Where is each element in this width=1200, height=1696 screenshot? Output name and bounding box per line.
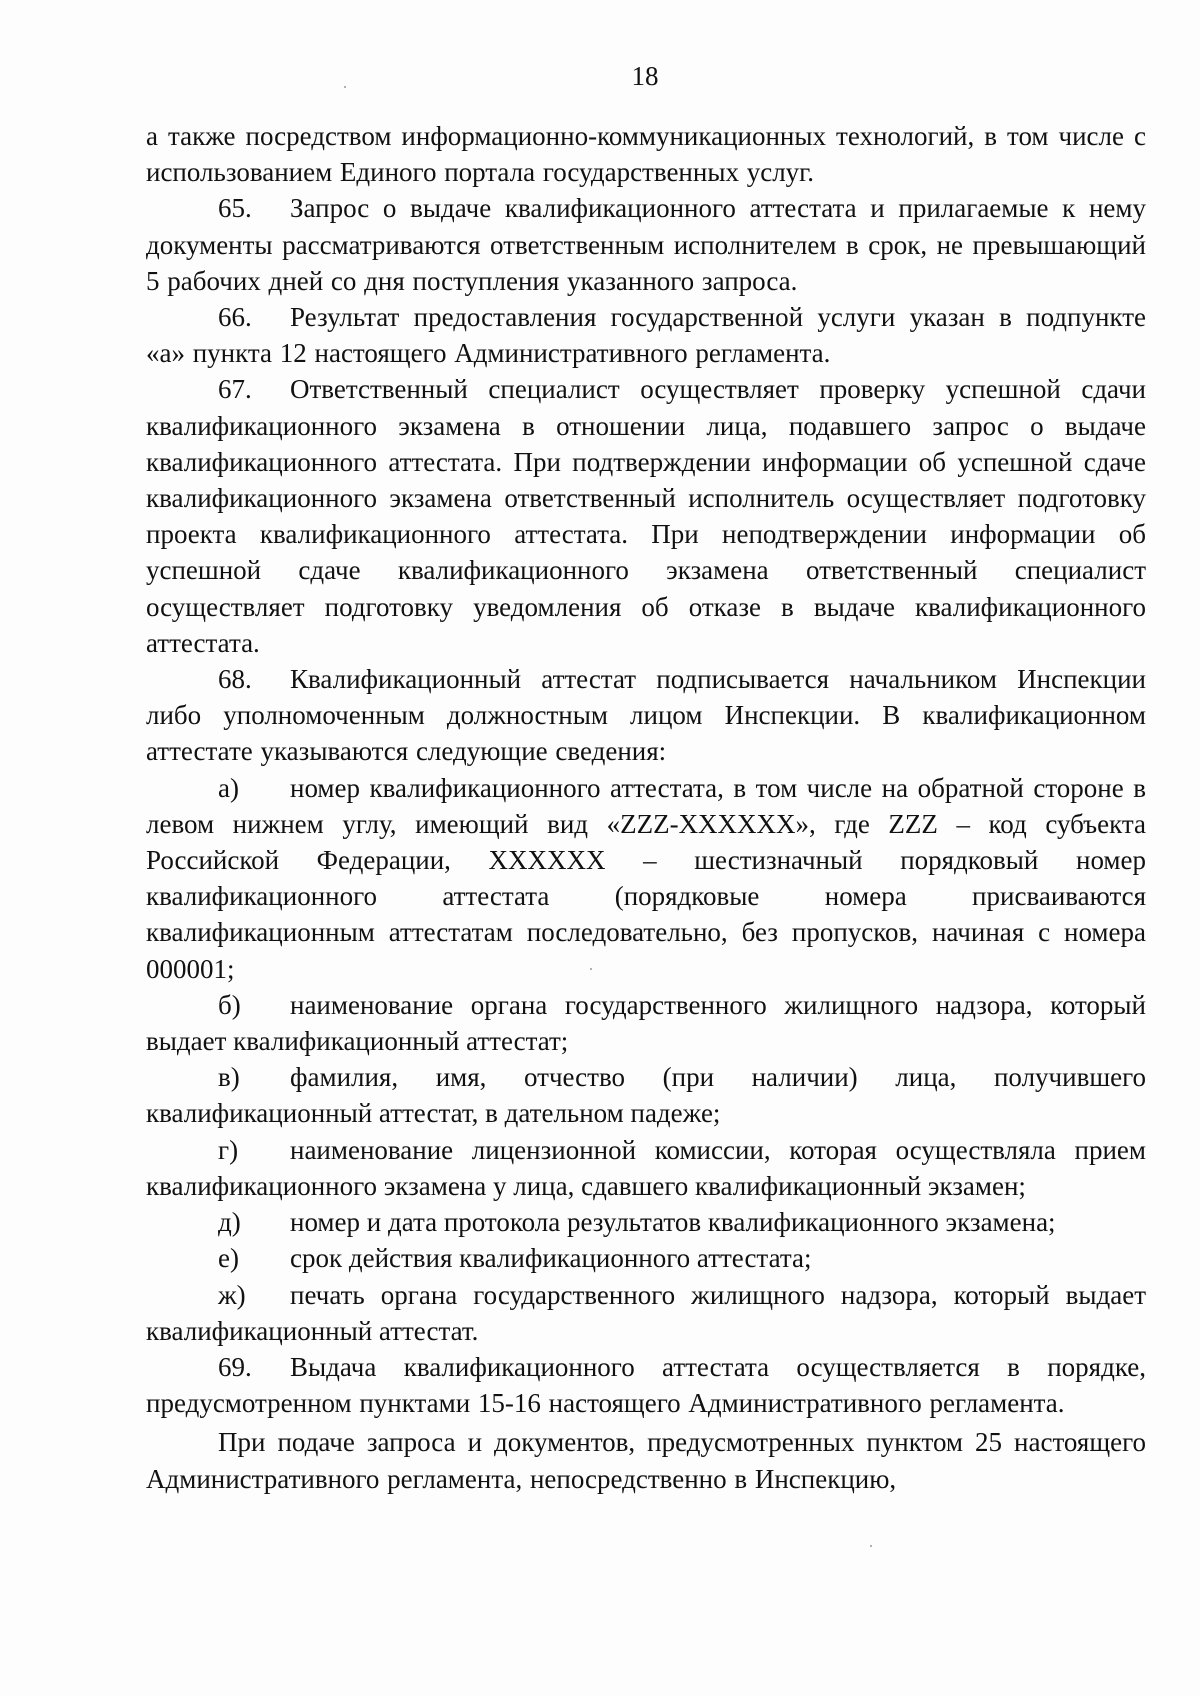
- paragraph-number: 65.: [218, 193, 252, 224]
- paragraph-67: [146, 371, 1146, 661]
- list-item-text: номер квалификационного аттестата, в том числе на обратной стороне в левом нижнем углу, имеющий вид «ZZZ-XXXXXX», где ZZZ – код субъекта Российской Федерации, XXXXXX – шестизначный порядковый номер квалификационного аттестата (порядковые номера присваиваются квалификационным аттестатам последовательно, без пропусков, начиная с номера 000001;: [146, 772, 1146, 984]
- paragraph-number: 66.: [218, 302, 252, 333]
- paragraph-text: При подаче запроса и документов, предусмотренных пунктом 25 настоящего Административного регламента, непосредственно в Инспекцию,: [146, 1427, 1146, 1494]
- list-item-g: [146, 1132, 1146, 1204]
- paragraph-66: [146, 299, 1146, 371]
- paragraph-text: Квалификационный аттестат подписывается начальником Инспекции либо уполномоченным должностным лицом Инспекции. В квалификационном аттестате указываются следующие сведения:: [146, 664, 1146, 767]
- paragraph-69: [146, 1349, 1146, 1421]
- list-item-text: наименование лицензионной комиссии, которая осуществляла прием квалификационного экзамена у лица, сдавшего квалификационный экзамен;: [146, 1134, 1146, 1201]
- paragraph-text: Результат предоставления государственной услуги указан в подпункте «а» пункта 12 настоящего Административного регламента.: [146, 302, 1146, 369]
- paragraph-text: а также посредством информационно-коммуникационных технологий, в том числе с использованием Единого портала государственных услуг.: [146, 121, 1146, 188]
- paragraph-text: Ответственный специалист осуществляет проверку успешной сдачи квалификационного экзамена в отношении лица, подавшего запрос о выдаче квалификационного аттестата. При подтверждении информации об успешной сдаче квалификационного экзамена ответственный исполнитель осуществляет подготовку проекта квалификационного аттестата. При неподтверждении информации об успешной сдаче квалификационного экзамена ответственный специалист осуществляет подготовку уведомления об отказе в выдаче квалификационного аттестата.: [146, 374, 1146, 658]
- list-item-text: номер и дата протокола результатов квалификационного экзамена;: [290, 1207, 1056, 1238]
- list-item-label: б): [218, 989, 241, 1020]
- paragraph-text: Запрос о выдаче квалификационного аттестата и прилагаемые к нему документы рассматриваются ответственным исполнителем в срок, не превышающий 5 рабочих дней со дня поступления указанного запроса.: [146, 193, 1146, 296]
- list-item-label: е): [218, 1243, 239, 1274]
- paragraph-number: 68.: [218, 664, 252, 695]
- list-item-text: фамилия, имя, отчество (при наличии) лица, получившего квалификационный аттестат, в дательном падеже;: [146, 1062, 1146, 1129]
- list-item-a: [146, 770, 1146, 987]
- paragraph-text: Выдача квалификационного аттестата осуществляется в порядке, предусмотренном пунктами 15-16 настоящего Административного регламента.: [146, 1351, 1146, 1419]
- document-body: [146, 118, 1146, 1497]
- paragraph-number: 67.: [218, 374, 252, 405]
- list-item-text: срок действия квалификационного аттестата;: [290, 1243, 812, 1274]
- scan-speck: [870, 1545, 872, 1547]
- paragraph-final: [146, 1424, 1146, 1496]
- paragraph-continuation: [146, 118, 1146, 190]
- list-item-zh: [146, 1277, 1146, 1349]
- list-item-label: в): [218, 1062, 240, 1093]
- paragraph-number: 69.: [218, 1351, 252, 1382]
- list-item-v: [146, 1059, 1146, 1131]
- list-item-d: [146, 1204, 1146, 1240]
- list-item-text: наименование органа государственного жилищного надзора, который выдает квалификационный аттестат;: [146, 989, 1146, 1057]
- page-number: 18: [631, 61, 659, 91]
- list-item-e: [146, 1240, 1146, 1276]
- list-item-label: а): [218, 772, 239, 803]
- list-item-b: [146, 987, 1146, 1059]
- list-item-label: г): [218, 1134, 239, 1165]
- list-item-label: д): [218, 1207, 241, 1238]
- scan-speck: [344, 86, 346, 88]
- paragraph-65: [146, 190, 1146, 299]
- list-item-text: печать органа государственного жилищного надзора, который выдает квалификационный аттестат.: [146, 1279, 1146, 1346]
- list-item-label: ж): [218, 1279, 246, 1310]
- scan-speck: [590, 968, 592, 970]
- paragraph-68: [146, 661, 1146, 770]
